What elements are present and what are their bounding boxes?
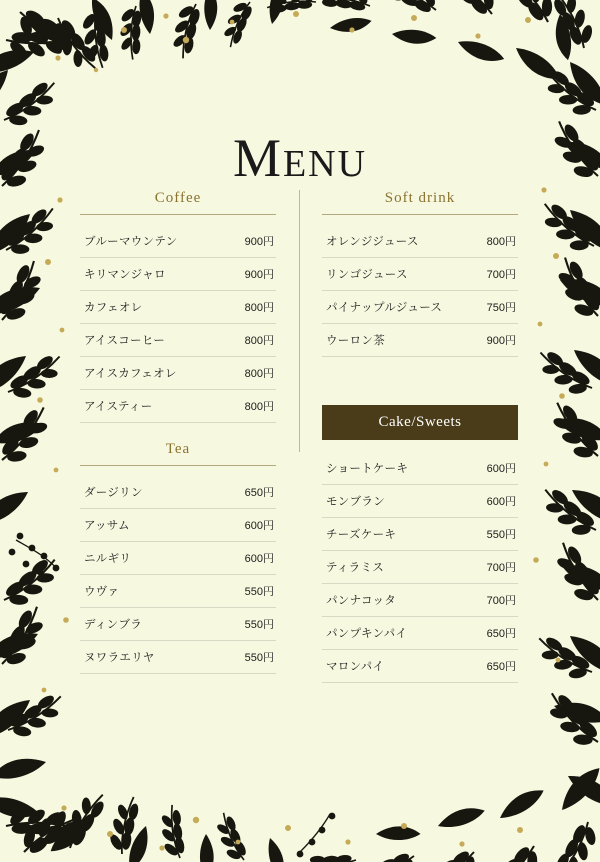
item-price: 650円 <box>486 628 516 640</box>
item-price: 800円 <box>244 401 274 413</box>
column-divider <box>299 190 300 452</box>
item-name: アイスカフェオレ <box>84 368 177 380</box>
section-gap <box>322 357 518 405</box>
menu-item <box>322 485 518 518</box>
section-heading-soft-drink: Soft drink <box>322 190 518 215</box>
item-list-coffee <box>80 225 276 423</box>
item-price: 700円 <box>486 595 516 607</box>
item-name: パンプキンパイ <box>326 628 408 640</box>
section-heading-tea: Tea <box>80 441 276 466</box>
menu-item <box>322 452 518 485</box>
menu-item <box>322 551 518 584</box>
item-name: オレンジジュース <box>326 236 419 248</box>
item-name: ヌワラエリヤ <box>84 652 155 664</box>
page-title: Menu <box>232 128 368 189</box>
item-name: パイナップルジュース <box>326 302 443 314</box>
item-price: 600円 <box>486 496 516 508</box>
item-name: チーズケーキ <box>326 529 397 541</box>
section-heading-cake-sweets: Cake/Sweets <box>322 405 518 440</box>
item-list-cake-sweets <box>322 452 518 683</box>
menu-item <box>80 258 276 291</box>
item-price: 600円 <box>244 520 274 532</box>
item-list-tea <box>80 476 276 674</box>
item-price: 800円 <box>244 335 274 347</box>
item-name: ウーロン茶 <box>326 335 385 347</box>
section-coffee <box>80 190 276 423</box>
item-price: 550円 <box>244 652 274 664</box>
item-name: アッサム <box>84 520 130 532</box>
left-column <box>80 190 276 674</box>
section-cake-sweets <box>322 405 518 683</box>
menu-item <box>322 617 518 650</box>
item-price: 600円 <box>486 463 516 475</box>
item-price: 700円 <box>486 562 516 574</box>
menu-item <box>80 225 276 258</box>
item-name: ティラミス <box>326 562 385 574</box>
section-soft-drink <box>322 190 518 357</box>
menu-item <box>80 324 276 357</box>
item-price: 800円 <box>244 302 274 314</box>
section-heading-coffee: Coffee <box>80 190 276 215</box>
menu-item <box>322 650 518 683</box>
item-price: 900円 <box>486 335 516 347</box>
item-name: ダージリン <box>84 487 143 499</box>
item-name: マロンパイ <box>326 661 385 673</box>
item-name: ショートケーキ <box>326 463 409 475</box>
menu-item <box>80 641 276 674</box>
item-price: 700円 <box>486 269 516 281</box>
item-price: 600円 <box>244 553 274 565</box>
item-name: アイスティー <box>84 401 153 413</box>
item-name: カフェオレ <box>84 302 143 314</box>
menu-item <box>322 324 518 357</box>
menu-item <box>322 258 518 291</box>
menu-item <box>80 357 276 390</box>
item-price: 650円 <box>244 487 274 499</box>
menu-item <box>322 291 518 324</box>
menu-item <box>322 584 518 617</box>
item-name: アイスコーヒー <box>84 335 165 347</box>
item-name: キリマンジャロ <box>84 269 166 281</box>
item-list-soft-drink <box>322 225 518 357</box>
item-price: 650円 <box>486 661 516 673</box>
section-gap <box>80 423 276 441</box>
item-name: パンナコッタ <box>326 595 397 607</box>
item-price: 800円 <box>486 236 516 248</box>
item-price: 750円 <box>486 302 516 314</box>
item-name: モンブラン <box>326 496 385 508</box>
item-name: ウヴァ <box>84 586 120 598</box>
right-column <box>322 190 518 683</box>
menu-item <box>80 542 276 575</box>
item-name: ディンブラ <box>84 619 143 631</box>
menu-item <box>80 390 276 423</box>
item-name: ニルギリ <box>84 553 132 565</box>
item-price: 550円 <box>244 586 274 598</box>
item-name: リンゴジュース <box>326 269 408 281</box>
menu-item <box>322 225 518 258</box>
menu-item <box>322 518 518 551</box>
menu-item <box>80 575 276 608</box>
section-tea <box>80 441 276 674</box>
item-price: 550円 <box>486 529 516 541</box>
item-price: 550円 <box>244 619 274 631</box>
menu-item <box>80 509 276 542</box>
menu-item <box>80 291 276 324</box>
menu-item <box>80 608 276 641</box>
item-price: 900円 <box>244 269 274 281</box>
item-price: 800円 <box>244 368 274 380</box>
item-name: ブルーマウンテン <box>84 236 178 248</box>
item-price: 900円 <box>244 236 274 248</box>
menu-item <box>80 476 276 509</box>
